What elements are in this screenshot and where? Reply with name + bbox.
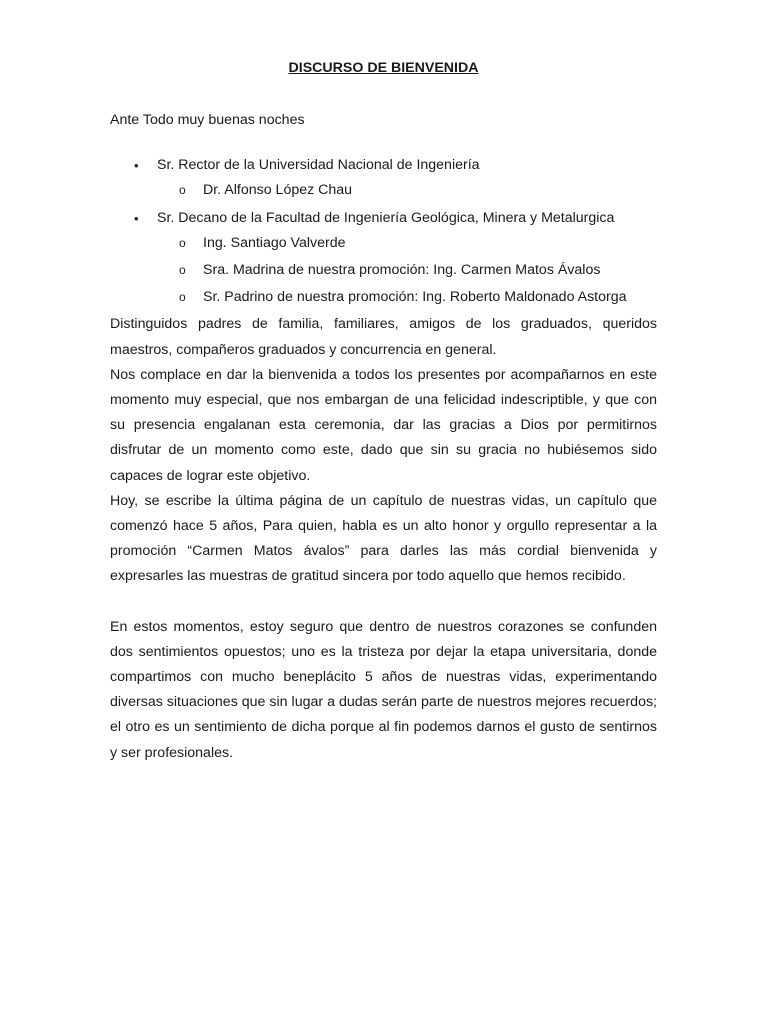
sub-list-item-text: Sr. Padrino de nuestra promoción: Ing. Roberto Maldonado Astorga	[203, 289, 627, 306]
sub-list-item	[110, 231, 657, 256]
sub-list-item-text: Dr. Alfonso López Chau	[203, 182, 353, 199]
sub-list	[157, 178, 657, 203]
sub-list	[157, 231, 657, 311]
list-item-text: Sr. Decano de la Facultad de Ingeniería Geológica, Minera y Metalurgica	[157, 209, 615, 226]
sub-list-item-text: Sra. Madrina de nuestra promoción: Ing. Carmen Matos Ávalos	[203, 262, 601, 279]
list-item-text: Sr. Rector de la Universidad Nacional de Ingeniería	[157, 157, 480, 174]
list-item	[110, 206, 657, 311]
sub-bullet-icon: o	[179, 263, 186, 278]
sub-bullet-icon: o	[179, 183, 186, 198]
sub-bullet-icon: o	[179, 290, 186, 305]
sub-list-item	[110, 178, 657, 203]
greeting: Ante Todo muy buenas noches	[110, 112, 305, 128]
sub-list-item	[110, 258, 657, 283]
paragraph: Nos complace en dar la bienvenida a todos los presentes por acompañarnos en este momento muy especial, que nos embargan de una felicidad indescriptible, y que con su presencia engalanan esta ceremonia, dar las gracias a Dios por permitirnos disfrutar de un momento como este, dado que sin su gracia no hubiésemos sido capaces de lograr este objetivo.	[110, 366, 657, 484]
sub-list-item-text: Ing. Santiago Valverde	[203, 234, 346, 251]
bullet-icon: •	[134, 210, 139, 226]
paragraph: Distinguidos padres de familia, familiares, amigos de los graduados, queridos maestros, compañeros graduados y concurrencia en general.	[110, 316, 657, 358]
paragraph: Hoy, se escribe la última página de un capítulo de nuestras vidas, un capítulo que comenzó hace 5 años, Para quien, habla es un alto honor y orgullo representar a la promoción “Carmen Matos ávalos” para darles las más cordial bienvenida y expresarles las muestras de gratitud sincera por todo aquello que hemos recibido.	[110, 492, 657, 585]
attendee-list	[110, 153, 657, 310]
bullet-icon: •	[134, 158, 139, 174]
list-item	[110, 153, 657, 203]
sub-list-item	[110, 285, 657, 310]
document-title: DISCURSO DE BIENVENIDA	[288, 60, 479, 76]
sub-bullet-icon: o	[179, 235, 186, 250]
paragraph: En estos momentos, estoy seguro que dentro de nuestros corazones se confunden dos sentimientos opuestos; uno es la tristeza por dejar la etapa universitaria, donde compartimos con mucho beneplácito 5 años de nuestras vidas, experimentando diversas situaciones que sin lugar a dudas serán parte de nuestros mejores recuerdos; el otro es un sentimiento de dicha porque al fin podemos darnos el gusto de sentirnos y ser profesionales.	[110, 618, 657, 761]
